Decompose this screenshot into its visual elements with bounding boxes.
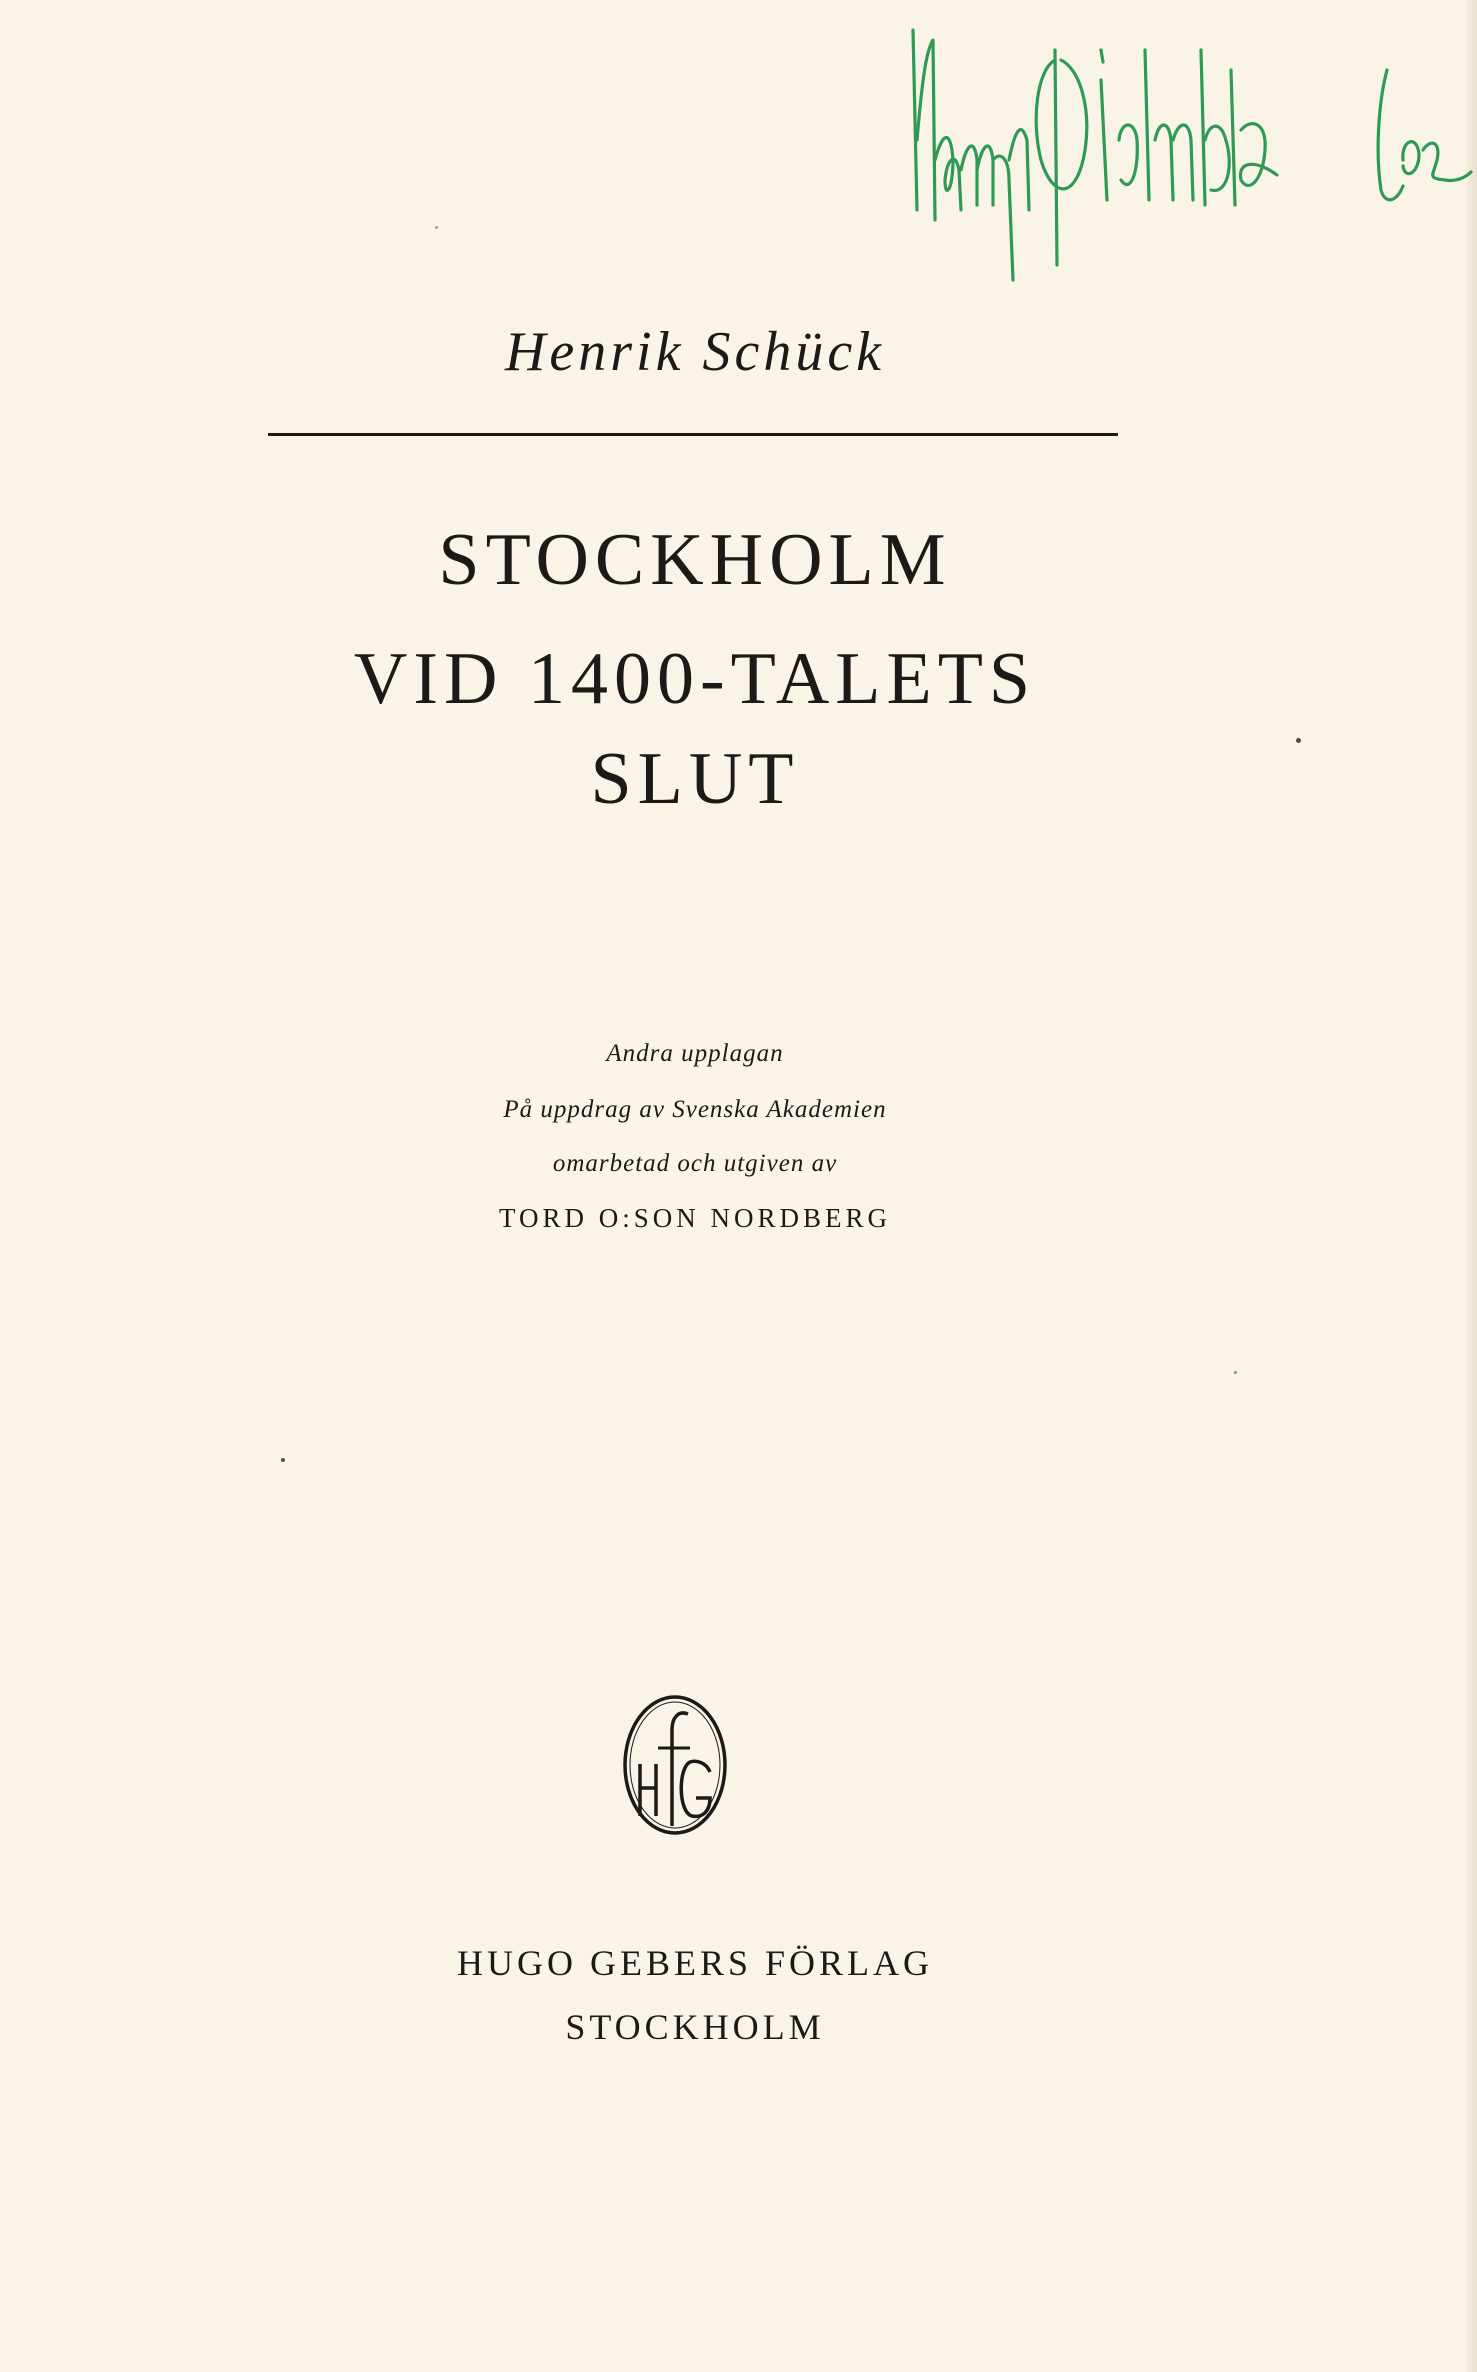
author-name: Henrik Schück bbox=[504, 321, 886, 383]
title-divider bbox=[268, 433, 1118, 436]
title-line-3: SLUT bbox=[590, 738, 800, 820]
revision-line: omarbetad och utgiven av bbox=[552, 1150, 838, 1177]
paper-speck bbox=[1296, 738, 1301, 743]
paper-speck bbox=[1234, 1371, 1237, 1374]
title-line-1: STOCKHOLM bbox=[438, 519, 952, 601]
commission-line: På uppdrag av Svenska Akademien bbox=[503, 1096, 887, 1123]
publisher-city: STOCKHOLM bbox=[565, 2007, 825, 2047]
publisher-monogram-icon bbox=[620, 1692, 730, 1838]
handwritten-signature-icon bbox=[905, 10, 1475, 310]
paper-speck bbox=[435, 226, 438, 229]
title-line-2: VID 1400-TALETS bbox=[353, 638, 1037, 720]
page-edge bbox=[1467, 0, 1477, 2372]
publisher-name: HUGO GEBERS FÖRLAG bbox=[456, 1943, 934, 1983]
editor-name: TORD O:SON NORDBERG bbox=[498, 1203, 892, 1233]
edition-line: Andra upplagan bbox=[606, 1040, 784, 1067]
paper-speck bbox=[281, 1458, 285, 1462]
